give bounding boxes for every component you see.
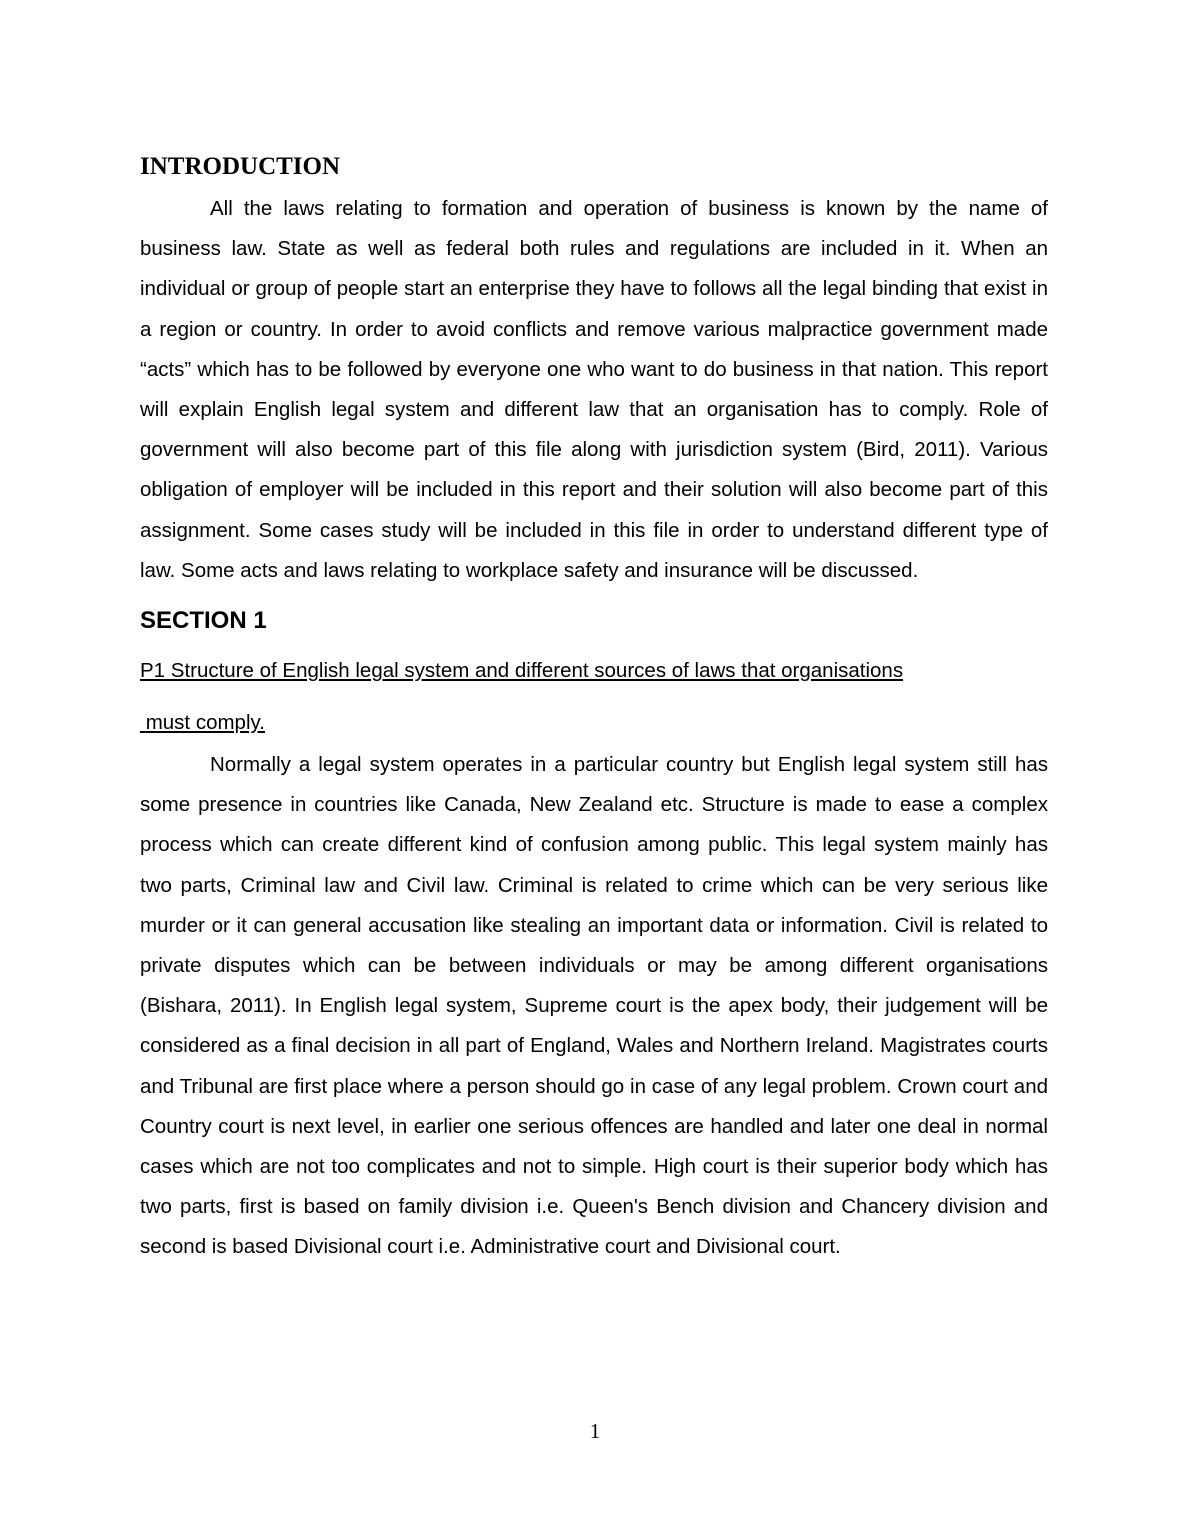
section-1-paragraph: Normally a legal system operates in a particular country but English legal system still has some presence in countries like Canada, New Zealand etc. Structure is made to ease a complex process which can create different kind of confusion among public. This legal system mainly has two parts, Criminal law and Civil law. Criminal is related to crime which can be very serious like murder or it can general accusation like stealing an important data or information. Civil is related to private disputes which can be between individuals or may be among different organisations (Bishara, 2011). In English legal system, Supreme court is the apex body, their judgement will be considered as a final decision in all part of England, Wales and Northern Ireland. Magistrates courts and Tribunal are first place where a person should go in case of any legal problem. Crown court and Country court is next level, in earlier one serious offences are handled and later one deal in normal cases which are not too complicates and not to simple. High court is their superior body which has two parts, first is based on family division i.e. Queen's Bench division and Chancery division and second is based Divisional court i.e. Administrative court and Divisional court. <box>140 753 1048 1259</box>
section-1-heading: SECTION 1 <box>140 607 267 635</box>
page-content <box>140 148 1048 1268</box>
introduction-heading: INTRODUCTION <box>140 153 341 180</box>
introduction-paragraph: All the laws relating to formation and operation of business is known by the name of business law. State as well as federal both rules and regulations are included in it. When an individual or group of people start an enterprise they have to follows all the legal binding that exist in a region or country. In order to avoid conflicts and remove various malpractice government made “acts” which has to be followed by everyone one who want to do business in that nation. This report will explain English legal system and different law that an organisation has to comply. Role of government will also become part of this file along with jurisdiction system (Bird, 2011). Various obligation of employer will be included in this report and their solution will also become part of this assignment. Some cases study will be included in this file in order to understand different type of law. Some acts and laws relating to workplace safety and insurance will be discussed. <box>140 197 1048 582</box>
p1-subheading-line-1: P1 Structure of English legal system and different sources of laws that organisations <box>140 659 904 683</box>
p1-subheading-line-2: must comply. <box>140 711 265 735</box>
page-number: 1 <box>589 1419 601 1443</box>
